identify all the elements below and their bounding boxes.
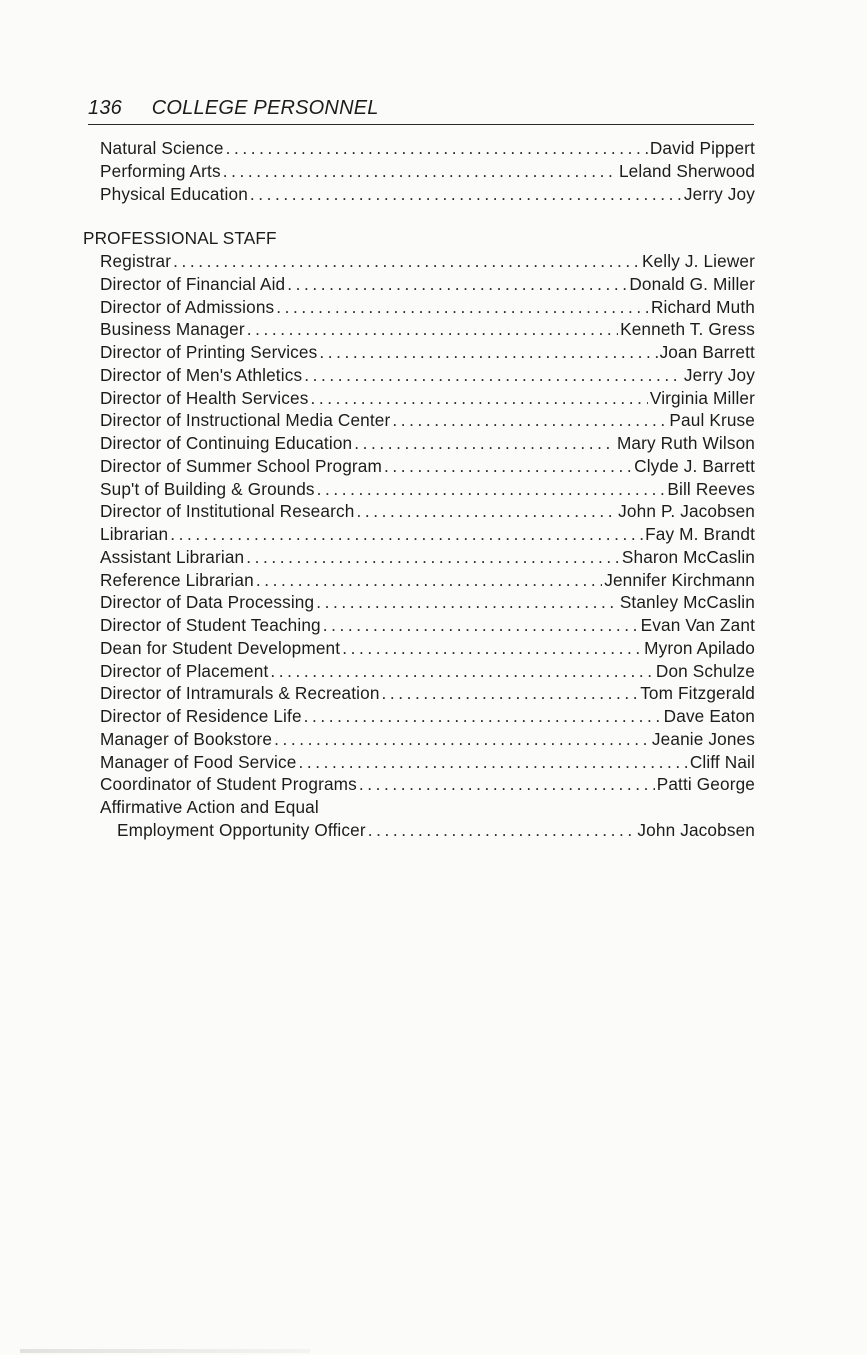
dot-leader: [250, 183, 682, 206]
staff-entry: [83, 614, 755, 637]
dot-leader: [319, 341, 657, 364]
staff-name: Joan Barrett: [659, 342, 755, 362]
dot-leader: [173, 250, 640, 273]
division-entry: [83, 137, 755, 160]
dot-leader: [247, 318, 618, 341]
staff-name: Mary Ruth Wilson: [616, 433, 755, 453]
staff-entry: [83, 273, 755, 296]
dot-leader: [170, 523, 643, 546]
dot-leader: [392, 409, 667, 432]
staff-name: Bill Reeves: [667, 478, 755, 499]
staff-title: Director of Men's Athletics: [100, 364, 303, 385]
staff-entry: [83, 478, 755, 501]
division-title: Natural Science: [100, 138, 224, 158]
staff-name: Tom Fitzgerald: [640, 683, 755, 704]
staff-name: Myron Apilado: [644, 637, 755, 658]
staff-entry: [83, 682, 755, 705]
staff-entry: [83, 728, 755, 751]
staff-title: Director of Continuing Education: [100, 433, 353, 453]
division-title: Physical Education: [100, 183, 248, 204]
personnel-listing: [83, 137, 755, 842]
staff-entry: [83, 455, 755, 478]
running-head: [88, 94, 754, 125]
staff-name: Sharon McCaslin: [621, 546, 755, 567]
scan-edge-mark: [20, 1349, 310, 1353]
dot-leader: [356, 500, 616, 523]
staff-entry: [83, 500, 755, 523]
division-entry: [83, 160, 755, 183]
staff-title: Reference Librarian: [100, 569, 254, 590]
dot-leader: [384, 455, 632, 478]
dot-leader: [223, 160, 617, 183]
staff-title: Director of Admissions: [100, 296, 275, 317]
staff-title: Director of Institutional Research: [100, 501, 355, 522]
division-name: Leland Sherwood: [618, 160, 755, 181]
staff-entry: [83, 569, 755, 592]
staff-entry: [83, 523, 755, 546]
dot-leader: [342, 637, 642, 660]
professional-staff-list: [83, 250, 755, 796]
dot-leader: [304, 364, 682, 387]
staff-entry: [83, 819, 755, 842]
staff-title: Director of Intramurals & Recreation: [100, 683, 380, 704]
staff-name: Jeanie Jones: [651, 728, 755, 749]
dot-leader: [226, 137, 648, 160]
staff-entry: [83, 751, 755, 774]
dot-leader: [274, 728, 650, 751]
staff-entry: [83, 591, 755, 614]
staff-entry: [83, 364, 755, 387]
staff-name: Don Schulze: [655, 660, 755, 681]
staff-name: Richard Muth: [650, 296, 755, 317]
staff-name: Kenneth T. Gress: [620, 319, 755, 340]
staff-name: Paul Kruse: [669, 410, 755, 431]
staff-title-continued: Affirmative Action and Equal: [100, 797, 319, 817]
staff-title: Director of Placement: [100, 660, 269, 681]
dot-leader: [287, 273, 627, 296]
dot-leader: [354, 432, 615, 455]
staff-entry: [83, 318, 755, 341]
staff-title: Director of Financial Aid: [100, 273, 286, 294]
staff-entry: [83, 296, 755, 319]
dot-leader: [382, 682, 639, 705]
staff-name: Evan Van Zant: [640, 615, 755, 635]
staff-name: John P. Jacobsen: [618, 501, 755, 522]
staff-title: Director of Health Services: [100, 387, 309, 408]
dot-leader: [246, 546, 620, 569]
dot-leader: [359, 773, 655, 796]
staff-name: Donald G. Miller: [629, 273, 755, 294]
page-number: 136: [88, 97, 122, 119]
staff-title: Director of Printing Services: [100, 342, 318, 362]
staff-entry: [83, 660, 755, 683]
dot-leader: [304, 705, 662, 728]
dot-leader: [317, 478, 666, 501]
staff-entry: [83, 409, 755, 432]
staff-title: Manager of Food Service: [100, 751, 297, 772]
staff-name: John Jacobsen: [637, 819, 755, 840]
dot-leader: [276, 296, 649, 319]
staff-entry: [83, 637, 755, 660]
staff-name: Virginia Miller: [649, 387, 755, 408]
dot-leader: [368, 819, 636, 842]
staff-title: Assistant Librarian: [100, 546, 245, 567]
staff-title: Director of Instructional Media Center: [100, 410, 391, 431]
section-heading-professional-staff: PROFESSIONAL STAFF: [83, 228, 277, 249]
division-entry: [83, 183, 755, 206]
staff-title: Director of Residence Life: [100, 706, 302, 726]
staff-name: Jerry Joy: [683, 364, 755, 385]
division-title: Performing Arts: [100, 160, 221, 181]
staff-name: Kelly J. Liewer: [641, 251, 755, 271]
staff-entry: [83, 341, 755, 364]
staff-name: Jennifer Kirchmann: [604, 569, 755, 590]
dot-leader: [323, 614, 639, 637]
staff-entry: [83, 387, 755, 410]
staff-title: Director of Summer School Program: [100, 455, 382, 476]
division-chairs-list: [83, 137, 755, 205]
dot-leader: [316, 591, 618, 614]
staff-name: Clyde J. Barrett: [634, 455, 755, 476]
staff-title: Registrar: [100, 251, 172, 271]
staff-entry: [83, 705, 755, 728]
staff-title: Librarian: [100, 524, 169, 544]
staff-name: Cliff Nail: [689, 751, 755, 772]
staff-entry: [83, 250, 755, 273]
running-title: COLLEGE PERSONNEL: [151, 97, 379, 119]
staff-entry: [83, 773, 755, 796]
dot-leader: [270, 660, 653, 683]
staff-title: Dean for Student Development: [100, 637, 341, 658]
division-name: David Pippert: [649, 138, 755, 158]
staff-title: Coordinator of Student Programs: [100, 774, 357, 795]
staff-title: Employment Opportunity Officer: [117, 819, 366, 840]
division-name: Jerry Joy: [683, 183, 755, 204]
staff-title: Sup't of Building & Grounds: [100, 478, 315, 499]
staff-entry: [83, 432, 755, 455]
staff-name: Dave Eaton: [663, 706, 755, 726]
staff-title: Business Manager: [100, 319, 245, 340]
staff-title: Manager of Bookstore: [100, 728, 273, 749]
staff-name: Patti George: [656, 774, 755, 795]
staff-name: Fay M. Brandt: [645, 524, 755, 544]
dot-leader: [310, 387, 647, 410]
staff-entry: [83, 546, 755, 569]
dot-leader: [298, 751, 687, 774]
staff-title: Director of Student Teaching: [100, 615, 321, 635]
dot-leader: [256, 569, 602, 592]
staff-name: Stanley McCaslin: [619, 592, 755, 613]
staff-title: Director of Data Processing: [100, 592, 315, 613]
